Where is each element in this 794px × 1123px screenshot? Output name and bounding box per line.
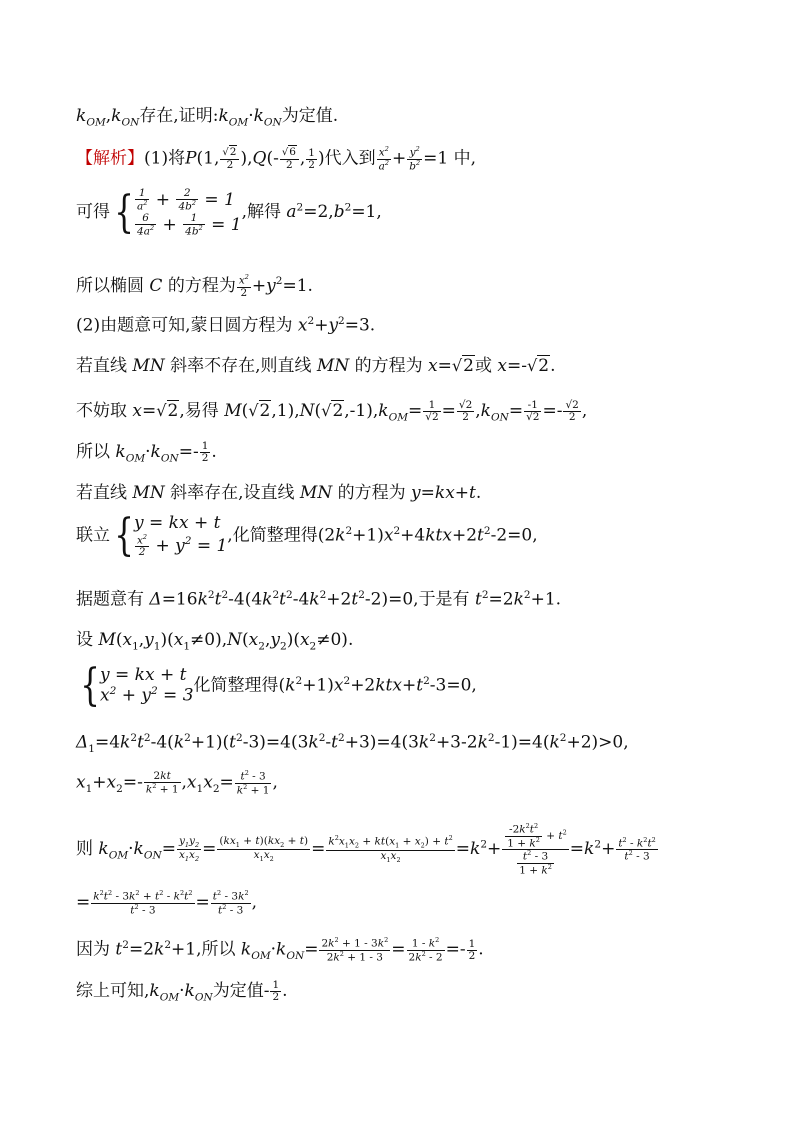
line-14: $\Delta_1=4k^2t^2-4(k^2+1)(t^2-3)=4(3k^2-t^2+3)=4(3k^2+3-2k^2-1)=4(k^2+2)>0$,	[76, 732, 629, 756]
line-3: 可得{ $\frac{1}{a^2}$ + $\frac{2}{4b^2}$ = 1 $\frac{6}{4a^2}$ + $\frac{1}{4b^2}$ = 1 ,解得 $a^2=2,b^2=1$,	[76, 186, 382, 238]
line-13: { y = kx + t $x^2 + y^2 = 3$ 化简整理得$(k^2+1)x^2+2ktx+t^2-3=0$,	[80, 660, 477, 711]
line-12: 设 $M(x_1,y_1)(x_1\ne 0),N(x_2,y_2)(x_2\ne 0)$.	[76, 630, 354, 653]
line-11: 据题意有 $\Delta=16k^2t^2-4(4k^2t^2-4k^2+2t^2-2)=0$,于是有 $t^2=2k^2+1$.	[76, 589, 562, 610]
line-2: 【解析】(1)将P(1, $\frac{√2}{2}$ ),Q(- $\frac{√6}{2}$ , $\frac{1}{2}$ )代入到 $\frac{x^2}{a^2}$ + $\frac{y^2}{b^2}$ =1 中,	[76, 145, 477, 173]
line-15: $x_1+x_2=-$ $\frac{2kt}{k^2 + 1}$ $,x_1x_2=$ $\frac{t^2 - 3}{k^2 + 1}$ ,	[76, 769, 278, 797]
line-7: 不妨取 x=√2,易得 $M(√2,1),N(√2,-1),k_{OM}=$ $\frac{1}{√2}$ = $\frac{√2}{2}$ $,k_{ON}=$ $\frac{-1}{√2}$ =- $\frac{√2}{2}$ ,	[76, 399, 588, 424]
line-8: 所以 $k_{OM}\cdot k_{ON}=-$ $\frac{1}{2}$ .	[76, 440, 217, 465]
line-16: 则 $k_{OM}\cdot k_{ON}=$ $\frac{y_1y_2}{x_1x_2}$ = $\frac{(kx_1 + t)(kx_2 + t)}{x_1x_2}$ = $\frac{k^2x_1x_2 + kt(x_1 + x_2) + t^2}{x_1x_2}$ $=k^2+$ $\frac{-2k^2t^2}{1 + k^2}$ + $t^2$ $\frac{t^2 - 3}{1 + k^2}$ $=k^2+$ $\frac{t^2 - k^2t^2}{t^2 - 3}$	[76, 822, 656, 877]
line-1: $k_{OM},k_{ON}$存在,证明$:k_{OM}\cdot k_{ON}$为定值.	[76, 106, 339, 129]
line-10: 联立{ y = kx + t $\frac{x^2}{2}$ + $y^2 = 1$ ,化简整理得$(2k^2+1)x^2+4ktx+2t^2-2=0$,	[76, 510, 538, 562]
line-18: 因为 $t^2=2k^2+1$,所以 $k_{OM}\cdot k_{ON}=$ $\frac{2k^2 + 1 - 3k^2}{2k^2 + 1 - 3}$ = $\frac{1 - k^2}{2k^2 - 2}$ =- $\frac{1}{2}$ .	[76, 936, 484, 964]
line-5: (2)由题意可知,蒙日圆方程为 $x^2+y^2=3$.	[76, 315, 376, 336]
line-6: 若直线 MN 斜率不存在,则直线 MN 的方程为 x=√2或 x=-√2.	[76, 356, 556, 376]
line-9: 若直线 MN 斜率存在,设直线 MN 的方程为 y=kx+t.	[76, 483, 482, 503]
line-4: 所以椭圆 C 的方程为 $\frac{x^2}{2}$ $+y^2=1$.	[76, 273, 313, 299]
line-19: 综上可知$,k_{OM}\cdot k_{ON}$为定值- $\frac{1}{2}$ .	[76, 979, 288, 1004]
analysis-label: 【解析】	[76, 148, 144, 169]
line-17: = $\frac{k^2t^2 - 3k^2 + t^2 - k^2t^2}{t^2 - 3}$ = $\frac{t^2 - 3k^2}{t^2 - 3}$ ,	[76, 889, 257, 917]
